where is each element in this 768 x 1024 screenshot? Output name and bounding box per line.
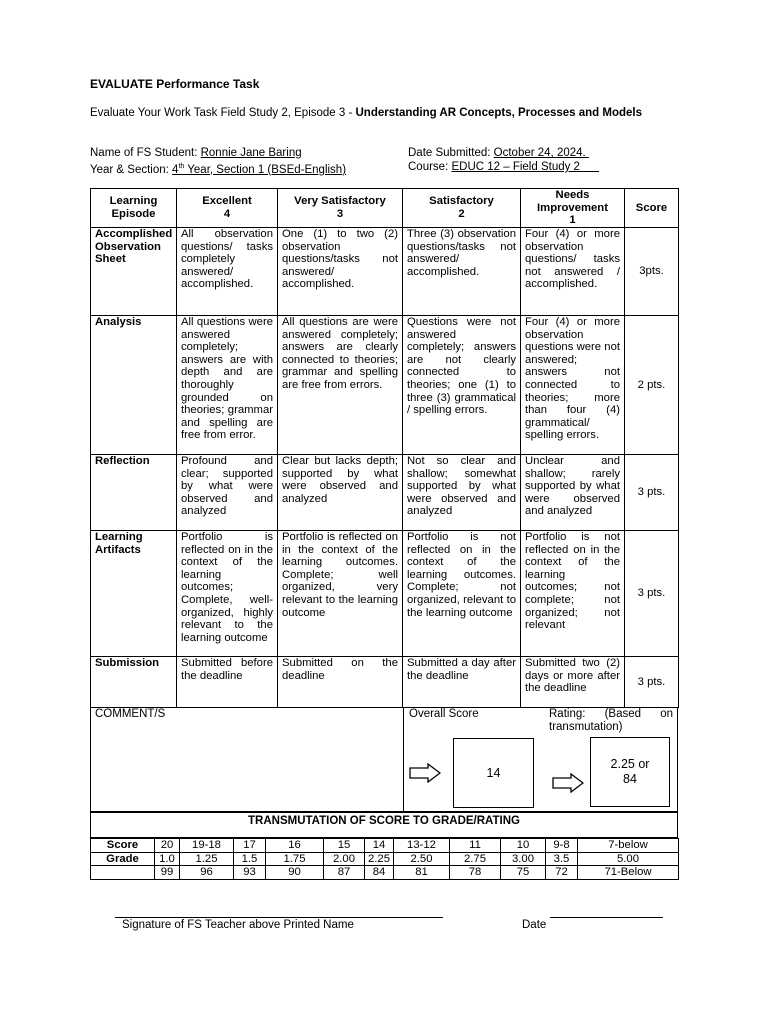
score-value: 16: [266, 839, 324, 853]
score-value: 20: [155, 839, 180, 853]
score-value: 7-below: [578, 839, 679, 853]
criteria-cell: Profound and clear; supported by what were observed and analyzed: [177, 455, 278, 531]
criteria-cell: All observation questions/ tasks completely answered/ accomplished.: [177, 228, 278, 316]
course-line: [408, 160, 599, 174]
overall-score-label: Overall Score: [409, 708, 479, 720]
table-row: [91, 839, 679, 853]
grade-value: 5.00: [578, 852, 679, 866]
signature-label: Signature of FS Teacher above Printed Name: [122, 919, 354, 931]
rating-value-line1: 2.25 or: [610, 757, 650, 771]
rating-value: 93: [234, 866, 266, 880]
year-suffix: th: [178, 163, 185, 170]
rating-value: 75: [501, 866, 546, 880]
year-section-line: [90, 160, 346, 177]
divider: [403, 707, 404, 812]
criteria-cell: Not so clear and shallow; somewhat supported by what were observed and analyzed: [403, 455, 521, 531]
score-value: 19-18: [180, 839, 234, 853]
criteria-cell: Three (3) observation questions/tasks not answered/ accomplished.: [403, 228, 521, 316]
rubric-header-row: [91, 189, 679, 228]
table-row: [91, 316, 679, 455]
year-section-label: Year & Section:: [90, 163, 173, 176]
comments-label: COMMENT/S: [95, 708, 166, 720]
rating-value: 84: [365, 866, 394, 880]
criteria-cell: Portfolio is not reflected on in the context of the learning outcomes. Complete; not organized, relevant to the learning outcome: [403, 531, 521, 657]
criteria-cell: Submitted two (2) days or more after the deadline: [521, 657, 625, 708]
grade-value: 2.00: [324, 852, 365, 866]
year-rest: Year, Section 1 (BSEd-English): [184, 163, 347, 176]
criteria-cell: Unclear and shallow; rarely supported by what were observed and analyzed: [521, 455, 625, 531]
rating-value: 71-Below: [578, 866, 679, 880]
date-label: Date: [522, 919, 547, 931]
table-row: [91, 228, 679, 316]
rating-value: 87: [324, 866, 365, 880]
score-value: 10: [501, 839, 546, 853]
score-cell: 2 pts.: [625, 316, 679, 455]
criteria-cell: Four (4) or more observation questions were not answered; answers not connected to theories; more than four (4) grammatical/ spelling errors.: [521, 316, 625, 455]
course-label: Course:: [408, 161, 452, 173]
rating-value: 81: [394, 866, 450, 880]
table-row: [91, 531, 679, 657]
task-description-topic: Understanding AR Concepts, Processes and Models: [355, 107, 642, 119]
grade-value: 1.0: [155, 852, 180, 866]
header-needs-improvement: Needs Improvement 1: [521, 189, 625, 228]
task-description: [90, 106, 660, 120]
grade-value: 3.00: [501, 852, 546, 866]
score-value: 11: [450, 839, 501, 853]
year-section-value: [172, 164, 346, 176]
signature-line: [115, 917, 443, 918]
date-submitted-line: [408, 146, 589, 160]
rating-value: 99: [155, 866, 180, 880]
table-row: [91, 852, 679, 866]
header-excellent: Excellent 4: [177, 189, 278, 228]
rating-value: 72: [546, 866, 578, 880]
rating-value: 78: [450, 866, 501, 880]
transmutation-table: [90, 838, 679, 880]
criteria-cell: Four (4) or more observation questions/ tasks not answered / accomplished.: [521, 228, 625, 316]
score-value: 9-8: [546, 839, 578, 853]
score-cell: 3 pts.: [625, 531, 679, 657]
header-score: Score: [625, 189, 679, 228]
episode-label: Submission: [91, 657, 177, 708]
score-value: 15: [324, 839, 365, 853]
student-name-value: Ronnie Jane Baring: [200, 147, 302, 159]
score-value: 17: [234, 839, 266, 853]
arrow-right-icon: [552, 773, 584, 793]
grade-value: 1.5: [234, 852, 266, 866]
criteria-cell: Submitted before the deadline: [177, 657, 278, 708]
summary-section: [90, 707, 678, 812]
rating-row-label: [91, 866, 155, 880]
episode-label: Analysis: [91, 316, 177, 455]
header-learning-episode: Learning Episode: [91, 189, 177, 228]
header-very-satisfactory: Very Satisfactory 3: [278, 189, 403, 228]
criteria-cell: Portfolio is reflected on in the context of the learning outcomes; Complete, well-organized, highly relevant to the learning outcome: [177, 531, 278, 657]
table-row: [91, 657, 679, 708]
header-satisfactory: Satisfactory 2: [403, 189, 521, 228]
grade-value: 1.75: [266, 852, 324, 866]
score-cell: 3 pts.: [625, 657, 679, 708]
criteria-cell: All questions are were answered completely; answers are clearly connected to theories; grammar and spelling are free from errors.: [278, 316, 403, 455]
criteria-cell: Clear but lacks depth; supported by what were observed and analyzed: [278, 455, 403, 531]
table-row: [91, 455, 679, 531]
overall-score-box: [453, 738, 534, 808]
criteria-cell: Portfolio is reflected on in the context of the learning outcomes. Complete; well organized, very relevant to the learning outcome: [278, 531, 403, 657]
task-description-text: Evaluate Your Work Task Field Study 2, Episode 3 -: [90, 107, 356, 119]
rating-label: [549, 708, 673, 734]
date-submitted-label: Date Submitted:: [408, 147, 494, 159]
score-value: 14: [365, 839, 394, 853]
score-row-label: Score: [91, 839, 155, 853]
student-name-label: Name of FS Student:: [90, 147, 201, 159]
grade-value: 2.50: [394, 852, 450, 866]
episode-label: Learning Artifacts: [91, 531, 177, 657]
rating-value: 90: [266, 866, 324, 880]
episode-label: Accomplished Observation Sheet: [91, 228, 177, 316]
criteria-cell: Questions were not answered completely; answers are not clearly connected to theories; one (1) to three (3) grammatical / spelling errors.: [403, 316, 521, 455]
date-submitted-value: October 24, 2024.: [493, 147, 589, 159]
grade-value: 1.25: [180, 852, 234, 866]
episode-label: Reflection: [91, 455, 177, 531]
grade-row-label: Grade: [91, 852, 155, 866]
grade-value: 3.5: [546, 852, 578, 866]
criteria-cell: All questions were answered completely; answers are with depth and are thoroughly grounded on theories; grammar and spelling are free from error.: [177, 316, 278, 455]
arrow-right-icon: [409, 763, 441, 783]
criteria-cell: Portfolio is not reflected on in the context of the learning outcomes; not complete; not organized; not relevant: [521, 531, 625, 657]
score-value: 13-12: [394, 839, 450, 853]
rating-value: 96: [180, 866, 234, 880]
rubric-table: [90, 188, 679, 708]
course-value: EDUC 12 – Field Study 2: [451, 161, 600, 173]
rating-label-text: Rating: (Based on transmutation): [549, 708, 673, 733]
overall-score-value: 14: [486, 765, 501, 780]
score-cell: 3pts.: [625, 228, 679, 316]
transmutation-title: TRANSMUTATION OF SCORE TO GRADE/RATING: [90, 812, 678, 838]
score-cell: 3 pts.: [625, 455, 679, 531]
student-name-line: [90, 146, 302, 160]
criteria-cell: One (1) to two (2) observation questions/tasks not answered/ accomplished.: [278, 228, 403, 316]
grade-value: 2.25: [365, 852, 394, 866]
rating-box: [590, 737, 670, 807]
grade-value: 2.75: [450, 852, 501, 866]
date-line: [550, 917, 663, 918]
criteria-cell: Submitted on the deadline: [278, 657, 403, 708]
rating-value-line2: 84: [623, 772, 637, 786]
table-row: [91, 866, 679, 880]
criteria-cell: Submitted a day after the deadline: [403, 657, 521, 708]
year-number: 4: [172, 163, 179, 176]
page-title: EVALUATE Performance Task: [90, 77, 260, 91]
